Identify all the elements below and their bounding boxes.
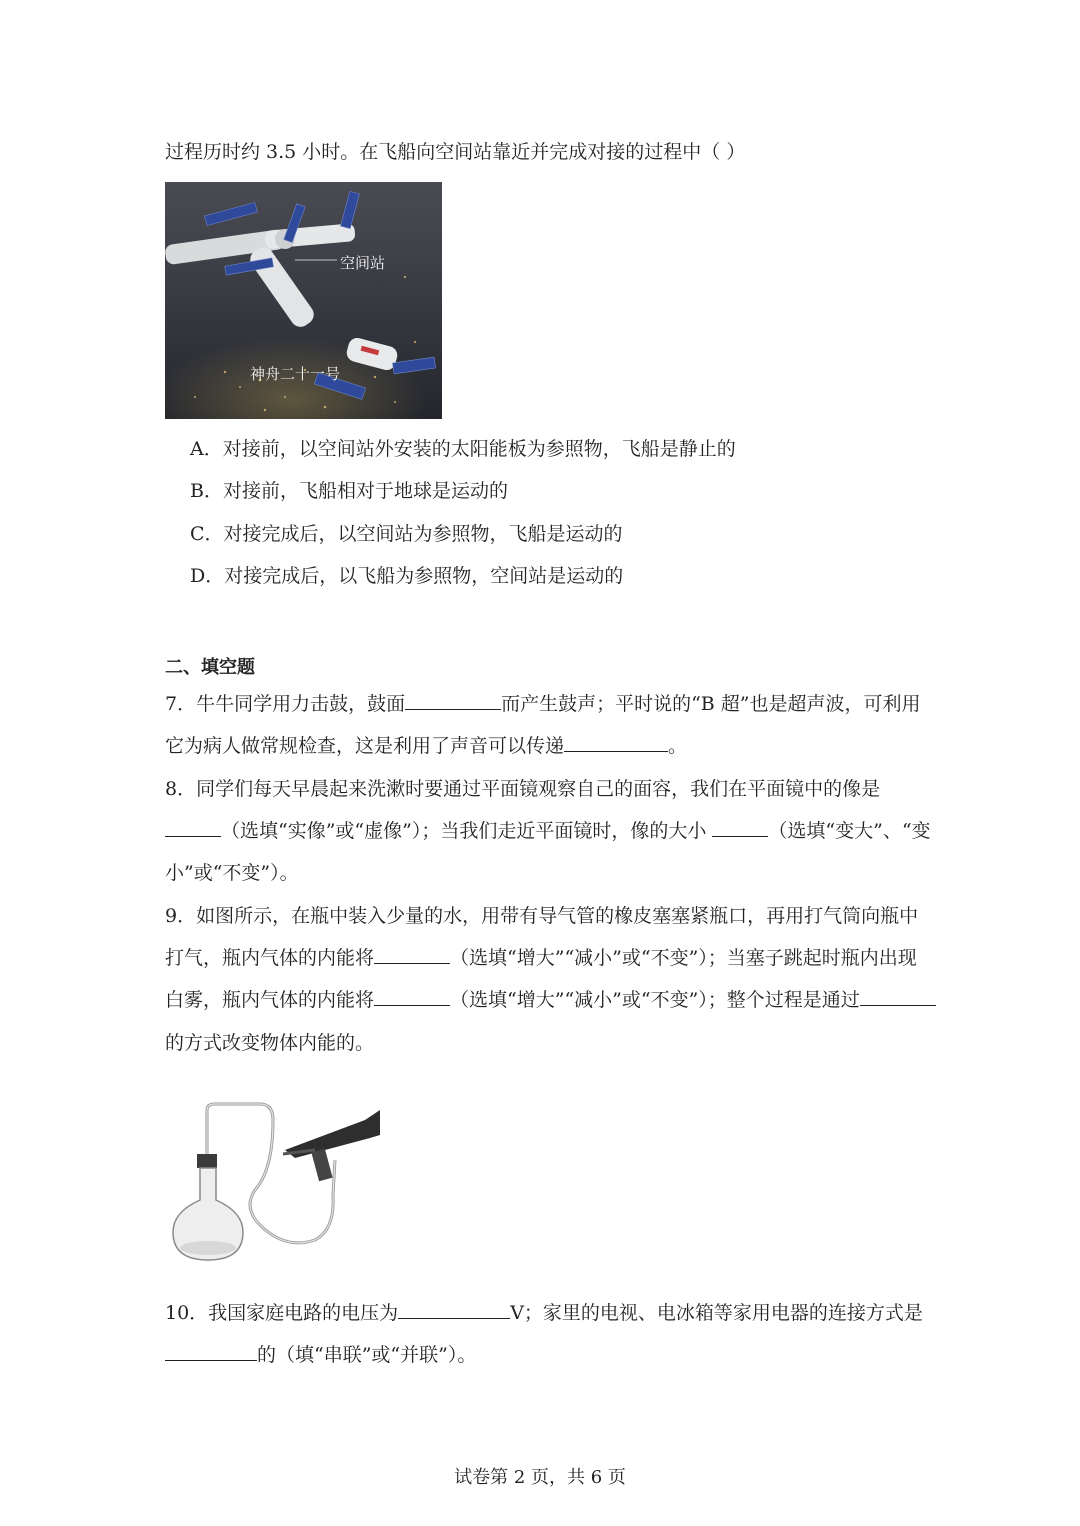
section-title: 二、填空题	[165, 657, 255, 678]
flask-pump-image	[165, 1100, 380, 1265]
page-footer: 试卷第 2 页，共 6 页	[454, 1467, 626, 1488]
q8-line-3: 小”或“不变”）。	[165, 862, 299, 884]
q8-text-2a: （选填“实像”或“虚像”）；当我们走近平面镜时，像的大小	[221, 820, 713, 842]
q7-line-2	[165, 733, 687, 759]
q8-line-2	[165, 818, 931, 844]
q8-line-1: 8．同学们每天早晨起来洗漱时要通过平面镜观察自己的面容，我们在平面镜中的像是	[165, 778, 881, 800]
q9-blank-1	[374, 945, 450, 964]
q7-text-1a: 7．牛牛同学用力击鼓，鼓面	[165, 693, 406, 715]
q10-line-1	[165, 1300, 923, 1326]
q9-text-2b: （选填“增大”“减小”或“不变”）；当塞子跳起时瓶内出现	[450, 947, 917, 969]
q9-line-4: 的方式改变物体内能的。	[165, 1032, 375, 1054]
q9-text-3b: （选填“增大”“减小”或“不变”）；整个过程是通过	[450, 989, 860, 1011]
q7-text-1b: 而产生鼓声；平时说的“B 超”也是超声波，可利用	[501, 693, 921, 715]
q6-stem-tail: 过程历时约 3.5 小时。在飞船向空间站靠近并完成对接的过程中（ ）	[165, 141, 746, 163]
q10-text-2: 的（填“串联”或“并联”）。	[257, 1344, 477, 1366]
q9-line-2	[165, 945, 917, 971]
q9-blank-2	[374, 987, 450, 1006]
q6-option-b: B．对接前，飞船相对于地球是运动的	[190, 480, 508, 502]
q6-option-d: D．对接完成后，以飞船为参照物，空间站是运动的	[190, 565, 624, 587]
q6-option-a: A．对接前，以空间站外安装的太阳能板为参照物，飞船是静止的	[190, 438, 736, 460]
q7-blank-1	[405, 691, 501, 710]
q10-text-1b: V；家里的电视、电冰箱等家用电器的连接方式是	[510, 1302, 923, 1324]
q8-blank-1	[165, 818, 221, 837]
ship-label: 神舟二十一号	[250, 365, 341, 383]
q7-line-1	[165, 691, 921, 717]
station-label: 空间站	[340, 254, 386, 272]
q9-blank-3	[860, 987, 936, 1006]
q6-option-c: C．对接完成后，以空间站为参照物，飞船是运动的	[190, 523, 623, 545]
q7-text-2b: 。	[668, 735, 688, 757]
q10-blank-1	[398, 1300, 510, 1319]
q9-line-3	[165, 987, 936, 1013]
q10-blank-2	[165, 1342, 257, 1361]
q9-text-3a: 白雾，瓶内气体的内能将	[165, 989, 375, 1011]
q7-text-2a: 它为病人做常规检查，这是利用了声音可以传递	[165, 735, 565, 757]
q7-blank-2	[564, 733, 668, 752]
q10-line-2	[165, 1342, 476, 1368]
q8-blank-2	[712, 818, 768, 837]
q9-text-2a: 打气，瓶内气体的内能将	[165, 947, 375, 969]
q8-text-2b: （选填“变大”、“变	[768, 820, 931, 842]
space-station-docking-image	[165, 182, 442, 419]
q10-text-1a: 10．我国家庭电路的电压为	[165, 1302, 399, 1324]
q9-line-1: 9．如图所示，在瓶中装入少量的水，用带有导气管的橡皮塞塞紧瓶口，再用打气筒向瓶中	[165, 905, 919, 927]
